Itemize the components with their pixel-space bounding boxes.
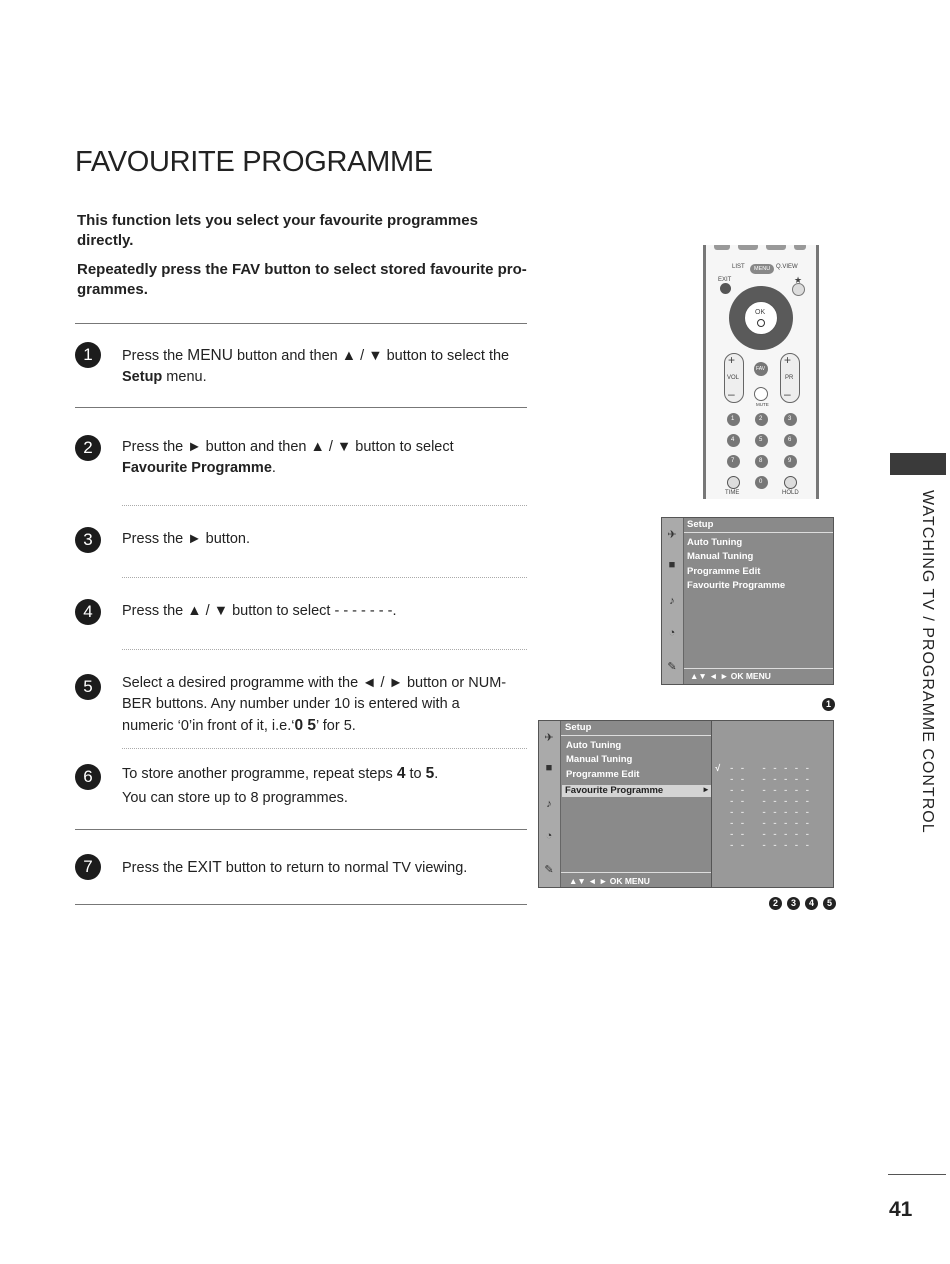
favourite-slot: - - - - - - - (729, 841, 811, 851)
exit-label: EXIT (718, 277, 732, 283)
satellite-icon: ✈ (544, 732, 554, 744)
vol-label: VOL (727, 375, 740, 381)
plus-icon: + (728, 353, 736, 367)
favourite-slot: - - - - - - - (729, 830, 811, 840)
section-tab-marker (890, 453, 946, 475)
option-icon: ✎ (544, 864, 554, 876)
step-text-4: Press the ▲ / ▼ button to select - - - - - - -. (122, 603, 397, 619)
hold-label: HOLD (782, 490, 799, 496)
minus-icon: – (784, 387, 791, 401)
divider (75, 904, 527, 905)
star-icon: ★ (794, 275, 803, 285)
remote-control-illustration (703, 245, 819, 499)
fav-label: FAV (756, 366, 766, 372)
minus-icon: – (728, 387, 735, 401)
hold-button (784, 476, 797, 489)
qview-label: Q.VIEW (776, 264, 798, 270)
favourite-slot: - - - - - - - (729, 808, 811, 818)
menu-header: Setup (687, 519, 714, 530)
menu-item: Manual Tuning (566, 754, 633, 765)
step-number-3: 3 (75, 527, 101, 553)
digit-1-label: 1 (731, 416, 735, 422)
step-text-3: Press the ► button. (122, 531, 251, 547)
divider (122, 748, 527, 749)
pr-label: PR (785, 375, 794, 381)
step-number-1: 1 (75, 342, 101, 368)
back-button (738, 245, 758, 250)
setup-menu-screen-2 (538, 720, 834, 888)
page-number-rule (888, 1174, 946, 1175)
divider (561, 735, 711, 736)
menu-item: Programme Edit (687, 566, 761, 577)
digit-5-label: 5 (759, 437, 763, 443)
digit-4-label: 4 (731, 437, 735, 443)
rewind-button (714, 245, 730, 250)
step-number-6: 6 (75, 764, 101, 790)
step-reference-badge: 3 (787, 897, 800, 910)
menu-icon-bar (539, 721, 561, 887)
intro-text-2: Repeatedly press the FAV button to select stored favourite pro-grammes. (77, 261, 527, 298)
step-text-1: Press the MENU button and then ▲ / ▼ button to select the Setup menu. (122, 347, 510, 385)
sound-icon: ♪ (669, 595, 675, 607)
ok-label: OK (755, 309, 766, 316)
step-text-7: Press the EXIT button to return to normal TV viewing. (122, 859, 468, 876)
menu-item: Auto Tuning (687, 537, 743, 548)
favourite-list-panel (712, 721, 833, 887)
favourite-slot: - - - - - - - (729, 819, 811, 829)
step-text-2: Press the ► button and then ▲ / ▼ button to select Favourite Programme. (122, 439, 454, 476)
divider (122, 649, 527, 650)
divider (75, 407, 527, 408)
step-text-5: Select a desired programme with the ◄ / ► button or NUM-BER buttons. Any number under 10 is entered with a numeric ‘0’in front of it, i.e.‘0 5’ for 5. (122, 675, 507, 734)
menu-label: MENU (754, 266, 771, 272)
menu-item: Manual Tuning (687, 551, 754, 562)
favourite-slot: - - - - - - - (729, 775, 811, 785)
satellite-icon: ✈ (667, 529, 677, 541)
time-icon: ◔ (545, 830, 553, 842)
step-number-4: 4 (75, 599, 101, 625)
section-title-vertical: WATCHING TV / PROGRAMME CONTROL (919, 490, 936, 834)
menu-header: Setup (565, 722, 592, 733)
menu-item: Programme Edit (566, 769, 640, 780)
sound-icon: ♪ (546, 798, 552, 810)
digit-9-label: 9 (788, 458, 792, 464)
step-number-5: 5 (75, 674, 101, 700)
mute-button (754, 387, 768, 401)
step-reference-badge: 2 (769, 897, 782, 910)
step-text-6: To store another programme, repeat steps 4 to 5. You can store up to 8 programmes. (122, 765, 439, 806)
menu-item: Auto Tuning (566, 740, 622, 751)
menu-footer: ▲▼ ◄ ► OK MENU (690, 671, 771, 681)
digit-7-label: 7 (731, 458, 735, 464)
digit-3-label: 3 (788, 416, 792, 422)
ok-dot-icon (757, 319, 765, 327)
favourite-slot: - - - - - - - (729, 764, 811, 774)
step-reference-badge: 4 (805, 897, 818, 910)
divider (122, 505, 527, 506)
step-reference-badge: 5 (823, 897, 836, 910)
page-title: FAVOURITE PROGRAMME (75, 146, 433, 178)
time-button (727, 476, 740, 489)
menu-item: Favourite Programme (687, 580, 786, 591)
time-label: TIME (725, 490, 740, 496)
step-number-2: 2 (75, 435, 101, 461)
page-number: 41 (889, 1198, 913, 1221)
divider (75, 829, 527, 830)
digit-2-label: 2 (759, 416, 763, 422)
option-icon: ✎ (667, 661, 677, 673)
divider (684, 532, 833, 533)
menu-item-highlighted: Favourite Programme ► (562, 785, 712, 797)
forward-button (794, 245, 806, 250)
setup-menu-screen-1 (661, 517, 834, 685)
favourite-slot: - - - - - - - (729, 797, 811, 807)
picture-icon: ■ (545, 762, 553, 774)
check-icon: √ (715, 764, 721, 774)
favourite-slot: - - - - - - - (729, 786, 811, 796)
mute-label: MUTE (756, 402, 769, 407)
digit-8-label: 8 (759, 458, 763, 464)
divider (122, 577, 527, 578)
menu-icon-bar (662, 518, 684, 684)
plus-icon: + (784, 353, 792, 367)
divider (684, 668, 833, 669)
ok-button (744, 301, 778, 335)
divider (75, 323, 527, 324)
step-number-7: 7 (75, 854, 101, 880)
exit-button (720, 283, 731, 294)
picture-icon: ■ (668, 559, 676, 571)
play-button (766, 245, 786, 250)
digit-6-label: 6 (788, 437, 792, 443)
digit-0-label: 0 (759, 479, 763, 485)
intro-text-1: This function lets you select your favourite programmes directly. (77, 212, 478, 249)
menu-footer: ▲▼ ◄ ► OK MENU (569, 876, 650, 886)
chevron-right-icon: ► (702, 785, 710, 794)
divider (561, 872, 711, 873)
time-icon: ◔ (668, 627, 676, 639)
step-reference-badge: 1 (822, 698, 835, 711)
list-label: LIST (732, 264, 745, 270)
